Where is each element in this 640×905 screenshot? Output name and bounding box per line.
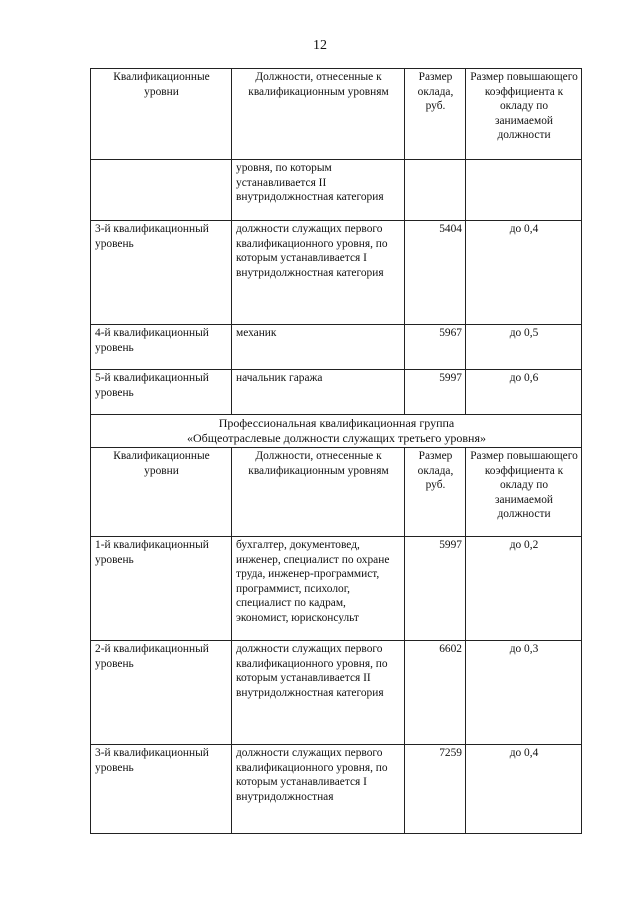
level-cell: 3-й квалификационный уровень	[91, 745, 232, 834]
positions-cell: уровня, по которым устанавливается II внутридолжностная категория	[232, 160, 405, 221]
group-title-line2: «Общеотраслевые должности служащих третьего уровня»	[187, 431, 486, 445]
table-row	[91, 745, 582, 834]
salary-table	[90, 68, 582, 834]
table-row	[91, 325, 582, 370]
header-positions: Должности, отнесенные к квалификационным уровням	[232, 69, 405, 160]
positions-cell: механик	[232, 325, 405, 370]
coefficient-cell: до 0,2	[466, 537, 582, 641]
header-salary: Размер оклада, руб.	[405, 448, 466, 537]
header-qualification-levels: Квалификационные уровни	[91, 448, 232, 537]
positions-cell: должности служащих первого квалификационного уровня, по которым устанавливается I внутридолжностная	[232, 745, 405, 834]
table-row	[91, 641, 582, 745]
table-header-row	[91, 448, 582, 537]
coefficient-cell: до 0,4	[466, 745, 582, 834]
header-coefficient: Размер повышающего коэффициента к окладу по занимаемой должности	[466, 448, 582, 537]
coefficient-cell: до 0,4	[466, 221, 582, 325]
positions-cell: начальник гаража	[232, 370, 405, 415]
header-coefficient: Размер повышающего коэффициента к окладу по занимаемой должности	[466, 69, 582, 160]
level-cell: 4-й квалификационный уровень	[91, 325, 232, 370]
level-cell: 5-й квалификационный уровень	[91, 370, 232, 415]
header-qualification-levels: Квалификационные уровни	[91, 69, 232, 160]
header-salary: Размер оклада, руб.	[405, 69, 466, 160]
table-row	[91, 537, 582, 641]
table-row	[91, 370, 582, 415]
level-cell: 3-й квалификационный уровень	[91, 221, 232, 325]
salary-cell	[405, 160, 466, 221]
page-number: 12	[313, 38, 327, 53]
table-row	[91, 160, 582, 221]
table-header-row	[91, 69, 582, 160]
positions-cell: должности служащих первого квалификационного уровня, по которым устанавливается II внутридолжностная категория	[232, 641, 405, 745]
salary-cell: 6602	[405, 641, 466, 745]
coefficient-cell: до 0,3	[466, 641, 582, 745]
salary-cell: 5967	[405, 325, 466, 370]
level-cell: 1-й квалификационный уровень	[91, 537, 232, 641]
group-title-row	[91, 415, 582, 448]
positions-cell: должности служащих первого квалификационного уровня, по которым устанавливается I внутридолжностная категория	[232, 221, 405, 325]
table-row	[91, 221, 582, 325]
salary-cell: 5997	[405, 537, 466, 641]
level-cell	[91, 160, 232, 221]
salary-cell: 5404	[405, 221, 466, 325]
header-positions: Должности, отнесенные к квалификационным уровням	[232, 448, 405, 537]
positions-cell: бухгалтер, документовед, инженер, специалист по охране труда, инженер-программист, программист, психолог, специалист по кадрам, экономист, юрисконсульт	[232, 537, 405, 641]
coefficient-cell: до 0,5	[466, 325, 582, 370]
salary-cell: 5997	[405, 370, 466, 415]
level-cell: 2-й квалификационный уровень	[91, 641, 232, 745]
group-title	[91, 415, 582, 448]
coefficient-cell: до 0,6	[466, 370, 582, 415]
coefficient-cell	[466, 160, 582, 221]
group-title-line1: Профессиональная квалификационная группа	[218, 416, 455, 430]
salary-cell: 7259	[405, 745, 466, 834]
salary-table-body	[91, 69, 582, 834]
